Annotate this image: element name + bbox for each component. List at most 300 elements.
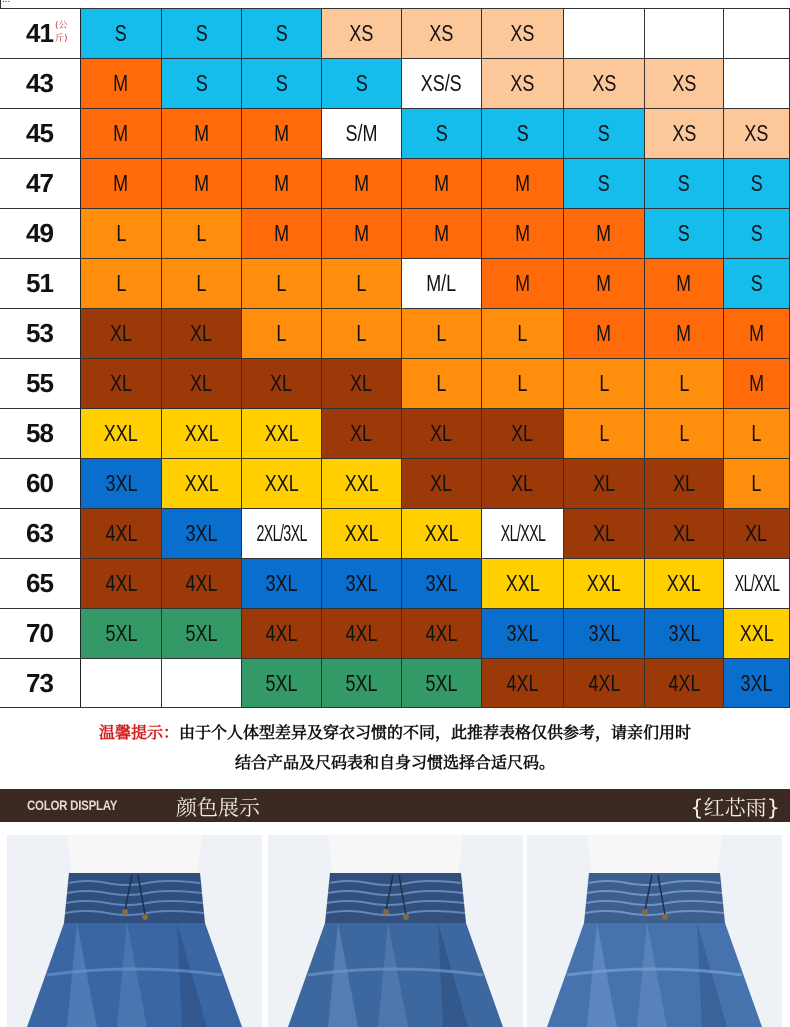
size-label: L xyxy=(116,219,126,246)
size-label: M/L xyxy=(426,269,457,296)
size-cell xyxy=(564,108,645,158)
size-label: XXL xyxy=(344,519,379,546)
size-label: XXL xyxy=(424,519,459,546)
size-cell xyxy=(724,258,790,308)
size-cell xyxy=(645,8,724,58)
size-cell xyxy=(564,8,645,58)
table-row xyxy=(0,58,790,108)
table-row xyxy=(0,608,790,658)
size-label: 3XL xyxy=(185,519,218,546)
size-cell xyxy=(724,208,790,258)
size-label: 4XL xyxy=(506,669,539,696)
size-label: 4XL xyxy=(425,619,458,646)
size-label: 3XL xyxy=(345,569,378,596)
table-row xyxy=(0,358,790,408)
size-cell xyxy=(402,258,482,308)
size-label: 3XL xyxy=(588,619,620,646)
size-cell xyxy=(564,358,645,408)
table-row xyxy=(0,258,790,308)
weight-value: 60 xyxy=(26,468,53,498)
size-label: S xyxy=(275,19,288,46)
size-label: 3XL xyxy=(265,569,298,596)
size-cell xyxy=(724,58,790,108)
size-cell xyxy=(242,458,322,508)
size-cell xyxy=(645,608,724,658)
size-label: M xyxy=(434,169,449,196)
weight-value: 51 xyxy=(26,268,53,298)
size-cell xyxy=(81,158,162,208)
size-label: XXL xyxy=(264,419,299,446)
size-cell xyxy=(645,258,724,308)
skirt-illustration xyxy=(268,835,523,1027)
size-cell xyxy=(242,108,322,158)
size-label: L xyxy=(356,269,367,296)
weight-value: 58 xyxy=(26,418,53,448)
size-label: M xyxy=(596,319,612,346)
size-label: 5XL xyxy=(265,669,298,696)
size-cell xyxy=(242,8,322,58)
size-label: XL xyxy=(190,319,213,346)
size-cell xyxy=(242,508,322,558)
weight-cell xyxy=(0,358,81,408)
size-cell xyxy=(322,208,402,258)
weight-cell xyxy=(0,258,81,308)
size-cell xyxy=(242,608,322,658)
size-label: M xyxy=(274,219,289,246)
size-cell xyxy=(482,558,564,608)
size-label: XXL xyxy=(667,569,701,596)
table-row xyxy=(0,308,790,358)
size-cell xyxy=(482,158,564,208)
size-label: XL xyxy=(511,419,534,446)
table-row xyxy=(0,108,790,158)
size-label: M xyxy=(515,269,530,296)
size-label: S xyxy=(598,169,610,196)
weight-cell xyxy=(0,508,81,558)
skirt-illustration xyxy=(527,835,782,1027)
table-row xyxy=(0,8,790,58)
size-cell xyxy=(724,358,790,408)
banner-chinese-title: 颜色展示 xyxy=(176,796,260,820)
size-label: L xyxy=(679,369,689,396)
size-label: XL xyxy=(110,319,132,346)
row-divider xyxy=(0,58,790,59)
size-cell xyxy=(645,508,724,558)
weight-cell xyxy=(0,208,81,258)
size-cell xyxy=(162,8,242,58)
size-cell xyxy=(81,108,162,158)
size-label: M xyxy=(749,369,764,396)
size-label: L xyxy=(517,369,528,396)
color-display-banner xyxy=(0,789,790,822)
note-text-1: 由于个人体型差异及穿衣习惯的不同，此推荐表格仅供参考，请亲们用时 xyxy=(179,723,692,742)
size-cell xyxy=(482,58,564,108)
size-cell xyxy=(242,358,322,408)
size-cell xyxy=(81,458,162,508)
skirt-illustration xyxy=(7,835,262,1027)
size-label: XL xyxy=(190,369,213,396)
size-label: L xyxy=(356,319,367,346)
size-cell xyxy=(162,308,242,358)
weight-cell xyxy=(0,408,81,458)
size-cell xyxy=(162,108,242,158)
size-label: M xyxy=(676,269,692,296)
size-label: L xyxy=(599,419,609,446)
size-label: XXL xyxy=(184,419,219,446)
size-label: L xyxy=(116,269,126,296)
size-label: S xyxy=(195,19,208,46)
size-label: 4XL xyxy=(185,569,218,596)
size-label: XS xyxy=(672,69,696,96)
size-label: L xyxy=(436,319,447,346)
table-row xyxy=(0,408,790,458)
weight-cell xyxy=(0,158,81,208)
weight-cell xyxy=(0,608,81,658)
size-label: S xyxy=(750,219,763,246)
size-cell xyxy=(724,608,790,658)
size-cell xyxy=(482,608,564,658)
size-label: S xyxy=(598,119,610,146)
banner-english-title: COLOR DISPLAY xyxy=(27,797,118,813)
size-cell xyxy=(724,8,790,58)
size-label: 3XL xyxy=(668,619,700,646)
row-divider xyxy=(0,258,790,259)
size-cell xyxy=(564,458,645,508)
size-label: S/M xyxy=(345,119,378,146)
size-label: 3XL xyxy=(105,469,137,496)
size-cell xyxy=(81,558,162,608)
weight-value: 63 xyxy=(26,518,53,548)
size-cell xyxy=(81,508,162,558)
weight-cell xyxy=(0,58,81,108)
size-cell xyxy=(162,658,242,708)
size-label: 3XL xyxy=(506,619,539,646)
size-label: L xyxy=(679,419,689,446)
size-cell xyxy=(162,158,242,208)
size-cell xyxy=(242,308,322,358)
table-header-fragment xyxy=(0,0,790,8)
size-cell xyxy=(242,558,322,608)
size-cell xyxy=(564,258,645,308)
size-label: M xyxy=(113,119,129,146)
size-label: M xyxy=(354,169,369,196)
size-label: L xyxy=(436,369,447,396)
size-label: XS/S xyxy=(421,69,462,96)
row-divider xyxy=(0,658,790,659)
note-line-1 xyxy=(0,718,790,748)
size-cell xyxy=(162,608,242,658)
size-cell xyxy=(564,608,645,658)
weight-cell xyxy=(0,558,81,608)
weight-cell xyxy=(0,458,81,508)
size-cell xyxy=(322,658,402,708)
size-cell xyxy=(81,358,162,408)
weight-value: 49 xyxy=(26,218,53,248)
size-label: XXL xyxy=(739,619,774,646)
weight-cell xyxy=(0,308,81,358)
size-cell xyxy=(242,58,322,108)
size-label: XL xyxy=(430,419,453,446)
size-cell xyxy=(402,408,482,458)
size-cell xyxy=(564,208,645,258)
size-cell xyxy=(482,408,564,458)
size-label: M xyxy=(274,119,289,146)
size-label: 3XL xyxy=(740,669,773,696)
size-label: XL xyxy=(673,519,695,546)
size-cell xyxy=(724,308,790,358)
size-label: XL xyxy=(593,469,615,496)
size-cell xyxy=(564,408,645,458)
size-cell xyxy=(162,258,242,308)
size-cell xyxy=(162,408,242,458)
size-cell xyxy=(322,8,402,58)
size-cell xyxy=(81,8,162,58)
size-cell xyxy=(162,58,242,108)
size-cell xyxy=(724,508,790,558)
size-label: M xyxy=(515,219,530,246)
table-row xyxy=(0,658,790,708)
size-label: XS xyxy=(349,19,374,46)
size-cell xyxy=(724,458,790,508)
size-cell xyxy=(322,258,402,308)
weight-cell xyxy=(0,108,81,158)
size-label: XXL xyxy=(264,469,299,496)
size-cell xyxy=(724,408,790,458)
size-cell xyxy=(162,558,242,608)
size-label: XXL xyxy=(184,469,219,496)
weight-value: 70 xyxy=(26,618,53,648)
size-cell xyxy=(482,108,564,158)
table-row xyxy=(0,158,790,208)
size-label: L xyxy=(517,319,528,346)
size-cell xyxy=(322,158,402,208)
size-cell xyxy=(242,658,322,708)
size-label: M xyxy=(194,119,209,146)
size-cell xyxy=(402,358,482,408)
size-cell xyxy=(322,558,402,608)
size-label: L xyxy=(196,219,207,246)
size-label: 4XL xyxy=(265,619,298,646)
size-cell xyxy=(81,58,162,108)
row-divider xyxy=(0,308,790,309)
size-label: XL xyxy=(110,369,132,396)
size-label: XXL xyxy=(104,419,138,446)
size-cell xyxy=(482,458,564,508)
size-cell xyxy=(564,158,645,208)
weight-value: 73 xyxy=(26,668,53,698)
size-label: 4XL xyxy=(668,669,700,696)
note-line-2: 结合产品及尺码表和自身习惯选择合适尺码。 xyxy=(234,753,555,772)
size-cell xyxy=(482,258,564,308)
size-label: XL xyxy=(593,519,615,546)
size-cell xyxy=(81,208,162,258)
size-label: XL xyxy=(673,469,695,496)
row-divider xyxy=(0,558,790,559)
size-label: XL xyxy=(350,419,373,446)
size-label: XL xyxy=(511,469,534,496)
size-label: XXL xyxy=(344,469,379,496)
size-label: 5XL xyxy=(425,669,458,696)
header-fragment-text xyxy=(2,0,10,5)
weight-value: 55 xyxy=(26,368,53,398)
size-cell xyxy=(564,58,645,108)
size-cell xyxy=(402,8,482,58)
weight-cell xyxy=(0,658,81,708)
size-cell xyxy=(482,358,564,408)
size-label: S xyxy=(516,119,529,146)
size-label: M xyxy=(113,169,129,196)
size-label: XS xyxy=(744,119,769,146)
size-cell xyxy=(645,458,724,508)
row-divider xyxy=(0,158,790,159)
denim-skirt-photo-2[interactable] xyxy=(268,835,523,1027)
size-cell xyxy=(402,158,482,208)
weight-value: 47 xyxy=(26,168,53,198)
size-label: 4XL xyxy=(345,619,378,646)
size-cell xyxy=(564,308,645,358)
size-label: 4XL xyxy=(105,569,137,596)
size-cell xyxy=(81,608,162,658)
size-label: XS xyxy=(510,19,535,46)
size-cell xyxy=(724,558,790,608)
size-label: 2XL/3XL xyxy=(256,519,307,546)
size-label: M xyxy=(274,169,289,196)
size-label: M xyxy=(676,319,692,346)
size-label: L xyxy=(196,269,207,296)
size-label: M xyxy=(194,169,209,196)
size-label: S xyxy=(355,69,368,96)
size-cell xyxy=(162,358,242,408)
size-label: XS xyxy=(672,119,696,146)
table-row xyxy=(0,508,790,558)
size-cell xyxy=(645,358,724,408)
size-cell xyxy=(645,158,724,208)
size-cell xyxy=(242,208,322,258)
size-cell xyxy=(645,208,724,258)
size-label: M xyxy=(434,219,449,246)
size-label: L xyxy=(751,419,762,446)
size-label: 3XL xyxy=(425,569,458,596)
size-label: XS xyxy=(592,69,616,96)
size-cell xyxy=(322,358,402,408)
size-cell xyxy=(564,658,645,708)
size-cell xyxy=(564,558,645,608)
size-cell xyxy=(645,408,724,458)
denim-skirt-photo-1[interactable] xyxy=(7,835,262,1027)
size-label: S xyxy=(750,169,763,196)
size-cell xyxy=(242,408,322,458)
note-label: 温馨提示： xyxy=(98,723,179,742)
size-label: XS xyxy=(510,69,535,96)
row-divider xyxy=(0,358,790,359)
size-tip-note xyxy=(0,718,790,778)
weight-value: 41 xyxy=(26,18,53,48)
size-cell xyxy=(402,308,482,358)
size-cell xyxy=(402,458,482,508)
size-cell xyxy=(242,158,322,208)
size-cell xyxy=(322,58,402,108)
size-cell xyxy=(402,58,482,108)
size-cell xyxy=(81,308,162,358)
size-label: S xyxy=(750,269,763,296)
size-label: S xyxy=(435,119,448,146)
row-divider xyxy=(0,8,790,9)
size-cell xyxy=(322,108,402,158)
size-cell xyxy=(162,208,242,258)
size-cell xyxy=(162,508,242,558)
size-cell xyxy=(482,508,564,558)
row-divider xyxy=(0,508,790,509)
size-label: L xyxy=(276,269,287,296)
size-label: S xyxy=(678,169,690,196)
table-bottom-border xyxy=(0,707,790,708)
size-label: XXL xyxy=(505,569,540,596)
size-cell xyxy=(322,508,402,558)
weight-value: 53 xyxy=(26,318,53,348)
size-label: M xyxy=(515,169,530,196)
row-divider xyxy=(0,458,790,459)
size-cell xyxy=(645,58,724,108)
size-cell xyxy=(81,408,162,458)
size-label: S xyxy=(115,19,127,46)
size-label: XL/XXL xyxy=(500,519,545,546)
size-label: S xyxy=(275,69,288,96)
size-cell xyxy=(724,658,790,708)
size-cell xyxy=(402,558,482,608)
size-label: S xyxy=(195,69,208,96)
size-label: M xyxy=(354,219,369,246)
size-label: XL xyxy=(350,369,373,396)
size-cell xyxy=(645,558,724,608)
weight-value: 45 xyxy=(26,118,53,148)
size-cell xyxy=(724,158,790,208)
size-cell xyxy=(482,308,564,358)
table-row xyxy=(0,208,790,258)
table-row xyxy=(0,458,790,508)
size-cell xyxy=(322,608,402,658)
size-cell xyxy=(402,208,482,258)
size-cell xyxy=(402,508,482,558)
denim-skirt-photo-3[interactable] xyxy=(527,835,782,1027)
size-cell xyxy=(645,108,724,158)
size-label: M xyxy=(749,319,764,346)
size-label: L xyxy=(751,469,762,496)
size-cell xyxy=(645,308,724,358)
size-label: 5XL xyxy=(185,619,218,646)
size-cell xyxy=(322,458,402,508)
weight-value: 65 xyxy=(26,568,53,598)
size-label: M xyxy=(596,269,612,296)
size-label: 5XL xyxy=(345,669,378,696)
size-label: XL xyxy=(745,519,768,546)
row-divider xyxy=(0,208,790,209)
row-divider xyxy=(0,608,790,609)
size-cell xyxy=(402,608,482,658)
size-cell xyxy=(645,658,724,708)
size-cell xyxy=(482,208,564,258)
size-label: XL/XXL xyxy=(734,569,779,596)
size-cell xyxy=(81,658,162,708)
size-cell xyxy=(482,658,564,708)
size-cell xyxy=(162,458,242,508)
size-cell xyxy=(402,658,482,708)
size-label: S xyxy=(678,219,690,246)
size-cell xyxy=(402,108,482,158)
table-row xyxy=(0,558,790,608)
weight-unit: (公斤) xyxy=(55,21,68,44)
size-label: L xyxy=(599,369,609,396)
size-label: M xyxy=(113,69,129,96)
